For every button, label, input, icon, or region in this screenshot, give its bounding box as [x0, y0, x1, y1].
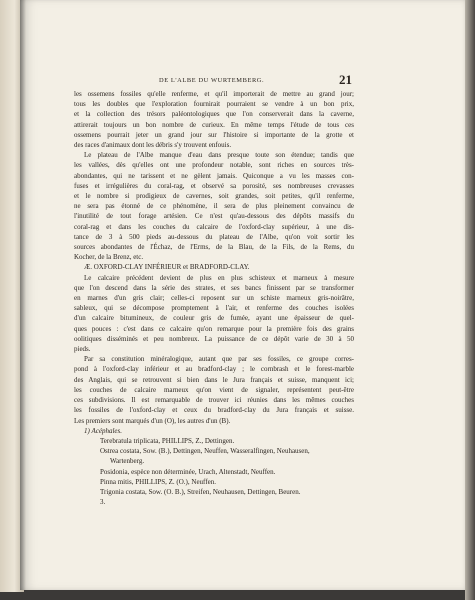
text-line: ne sera pas étonné de ce phénomène, il sera de plus pleinement convaincu de — [74, 202, 354, 211]
list-item: Ostrea costata, Sow. (B.), Dettingen, Neuffen, Wasseralfingen, Neuhausen, — [100, 447, 310, 456]
text-line: les vallées, dès qu'elles ont une profondeur notable, sont riches en sources très- — [74, 161, 354, 170]
section-title: Æ. OXFORD-CLAY INFÉRIEUR et BRADFORD-CLAY. — [84, 263, 250, 272]
text-line: pieds. — [74, 345, 91, 354]
list-heading: 1) Acéphales. — [84, 426, 122, 435]
page-edge — [465, 0, 475, 600]
list-item: Posidonia, espèce non déterminée, Urach, Altenstadt, Neuffen. — [100, 467, 276, 476]
list-item: Pinna mitis, PHILLIPS, Z. (O.), Neuffen. — [100, 477, 216, 486]
text-line: les couches de calcaire marneux qu'on vient de signaler, représentent peut-être — [74, 385, 354, 394]
text-line: les fossiles de l'oxford-clay et ceux du bradford-clay du Jura français et suisse. — [74, 406, 354, 415]
running-head: DE L'ALBE DU WURTEMBERG. — [159, 77, 265, 84]
text-line: coral-rag et dans les couches du calcaire de l'oxford-clay supérieur, à une dis- — [74, 222, 354, 231]
text-line: tance de 3 à 500 pieds au-dessous du plateau de l'Albe, qu'on voit sortir les — [74, 232, 354, 241]
page-number: 21 — [339, 72, 352, 87]
text-line: Kocher, de la Brenz, etc. — [74, 253, 144, 262]
text-line: tous les doubles que l'exploration fournirait pourraient se vendre à un bon prix, — [74, 100, 354, 109]
text-line: sableux, qui se décompose promptement à l'air, et renferme des couches isolées — [74, 304, 354, 313]
text-line: ques pouces : c'est dans ce calcaire qu'on remarque pour la première fois des grains — [74, 324, 354, 333]
text-line: Par sa constitution minéralogique, autant que par ses fossiles, ce groupe corres- — [84, 355, 354, 364]
text-line: Les premiers sont marqués d'un (O), les autres d'un (B). — [74, 416, 231, 425]
text-line: les ossemens fossiles qu'elle renferme, et qu'il importerait de mettre au grand jour; — [74, 90, 354, 98]
text-line: sources abondantes de l'Échaz, de l'Erms, de la Blau, de la Fils, de la Rems, du — [74, 243, 354, 252]
text-line: des Anglais, qui se retrouvent si bien dans le Jura français et suisse, manquent ici; — [74, 375, 354, 384]
text-line: que l'on descend dans la série des strates, et ses bancs finissent par se transformer — [74, 283, 354, 292]
text-line: et le nombre si prodigieux de cavernes, soit grandes, soit petites, qu'il renferme, — [74, 192, 354, 201]
text-line: oolitiques disséminés et peu nombreux. La puissance de ce dépôt varie de 30 à 50 — [74, 334, 354, 343]
text-line: ces subdivisions. Il est remarquable de trouver ici réunies dans les mêmes couches — [74, 396, 354, 405]
list-item: Trigonia costata, Sow. (O. B.), Streifen, Neuhausen, Dettingen, Beuren. — [100, 487, 301, 496]
spine-shadow — [20, 0, 26, 590]
text-line: l'inutilité de tout forage artésien. Ce n'est qu'au-dessous des dépôts massifs du — [74, 212, 354, 221]
text-line: en marnes d'un gris clair; celles-ci reposent sur un schiste marneux gris-noirâtre, — [74, 294, 354, 303]
text-line: d'un calcaire bitumineux, de couleur gris de fumée, ayant une épaisseur de quel- — [74, 314, 354, 323]
signature-mark: 3. — [100, 498, 106, 507]
text-line: et la collection des trésors paléontologiques que l'on conserverait dans la caverne, — [74, 110, 354, 119]
text-line: fuses et irrégulières du coral-rag, et observé sa porosité, ses nombreuses crevasses — [74, 181, 354, 190]
text-line: Le calcaire précédent devient de plus en plus schisteux et marneux à mesure — [84, 273, 354, 282]
text-line: des races d'animaux dont les débris s'y trouvent enfouis. — [74, 141, 232, 150]
text-line: pond à l'oxford-clay inférieur et au bradford-clay ; le cornbrash et le forest-marble — [74, 365, 354, 374]
text-line: ossemens pourrait jeter un grand jour sur l'histoire si importante de la grotte et — [74, 130, 354, 139]
text-line: abondantes, qui ne tarissent et ne gèlent jamais. Quiconque a vu les masses con- — [74, 171, 354, 180]
list-item: Terebratula triplicata, PHILLIPS, Z., Dettingen. — [100, 436, 235, 445]
text-line: Le plateau de l'Albe manque d'eau dans presque toute son étendue; tandis que — [84, 151, 354, 160]
body-text — [74, 89, 354, 507]
text-line: attirerait toujours un bon nombre de curieux. En même temps l'étude de tous ces — [74, 120, 354, 129]
list-item-continuation: Wartenberg. — [110, 457, 145, 466]
